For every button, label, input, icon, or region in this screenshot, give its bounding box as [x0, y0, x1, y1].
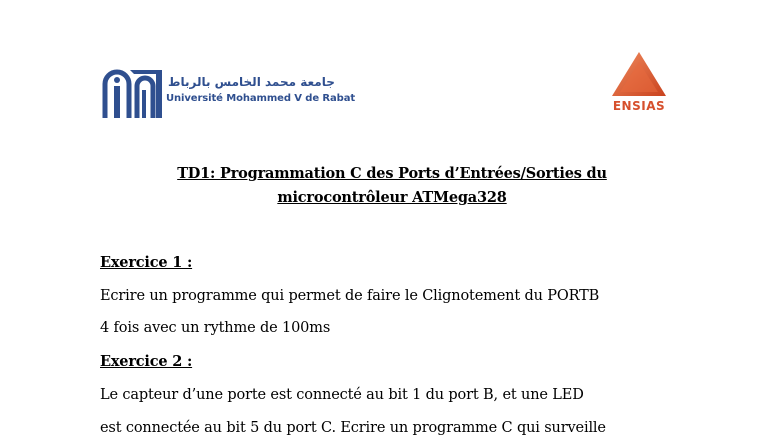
exercise-2-line-2: est connectée au bit 5 du port C. Ecrire un programme C qui surveille [100, 420, 606, 436]
exercise-1-line-1: Ecrire un programme qui permet de faire le Clignotement du PORTB [100, 288, 600, 304]
university-name-latin: Université Mohammed V de Rabat [166, 93, 356, 104]
university-logo [100, 66, 356, 122]
title-line-2: microcontrôleur ATMega328 [277, 189, 507, 206]
university-name-arabic: جامعة محمد الخامس بالرباط [168, 75, 335, 89]
exercise-1-line-2: 4 fois avec un rythme de 100ms [100, 320, 331, 336]
exercise-2-line-1: Le capteur d’une porte est connecté au bit 1 du port B, et une LED [100, 387, 584, 403]
document-title [100, 162, 684, 210]
ensias-triangle-icon [600, 52, 678, 102]
title-line-1: TD1: Programmation C des Ports d’Entrées/Sorties du [177, 165, 607, 182]
ensias-wordmark: ENSIAS [612, 99, 666, 113]
ensias-logo [600, 52, 678, 116]
exercise-2-heading: Exercice 2 : [100, 353, 193, 370]
exercise-1-heading: Exercice 1 : [100, 254, 193, 271]
university-emblem-icon [100, 66, 164, 122]
